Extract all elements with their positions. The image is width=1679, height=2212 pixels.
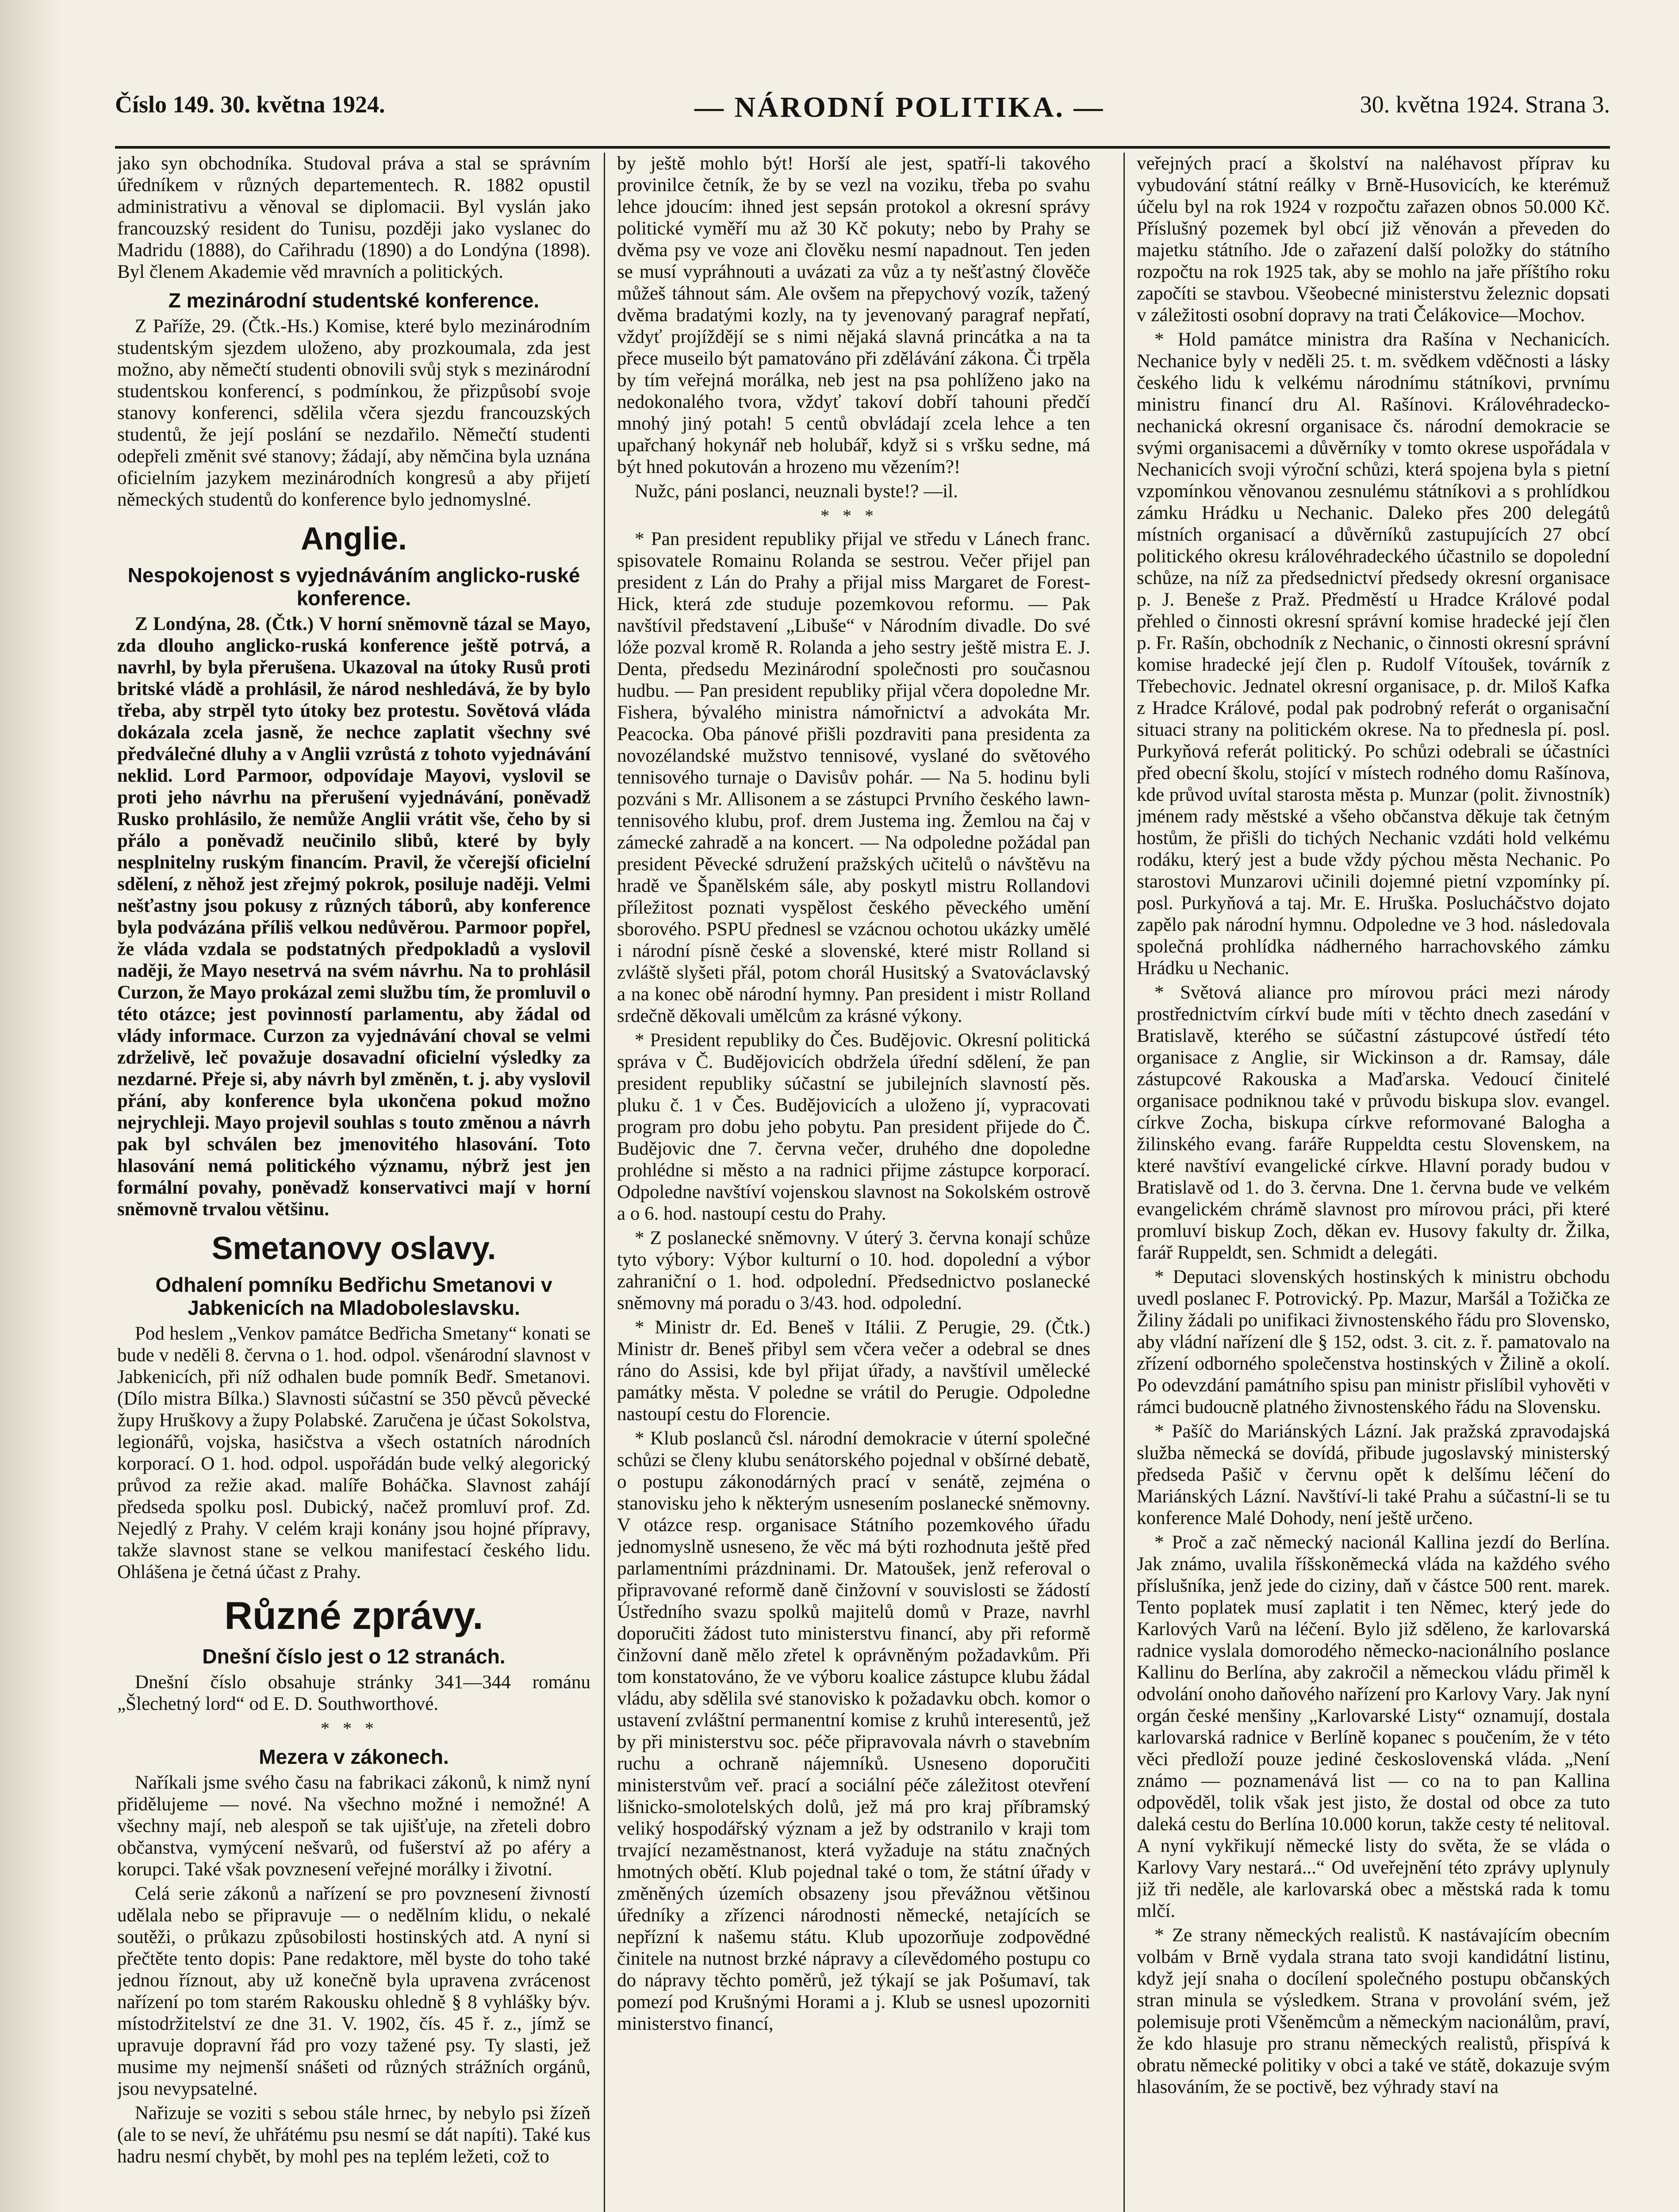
article-paragraph: Z Paříže, 29. (Čtk.-Hs.) Komise, které bylo mezinárodním studentským sjezdem uloženo, aby prozkoumala, zda jest možno, aby němečtí studenti obnovili svůj styk s mezinárodní studentskou konferencí, s podmínkou, že přizpůsobí svoje stanovy konferenci, sdělila včera sjezdu francouzských studentů, že její poslání se nezdařilo. Němečtí studenti odepřeli změnit své stanovy; žádají, aby němčina byla uznána oficielním jazykem mezinárodních kongresů a aby přijetí německých studentů do konference bylo jednomyslné.: [117, 316, 590, 510]
news-item: * Klub poslanců čsl. národní demokracie v úterní společné schůzi se členy klubu senátorského pojednal v obšírné debatě, o postupu zákonodárných prací v senátě, zejména o stanovisku jeho k některým usnesením poslanecké sněmovny. V otázce resp. organisace Státního pozemkového úřadu jednomyslně usneseno, že věc má býti rozhodnuta ještě před parlamentními prázdninami. Dr. Matoušek, jenž referoval o připravované reformě daně činžovní v souvislosti se žádostí Ústředního svazu spolků majitelů domů v Praze, navrhl doporučiti žádost tuto ministerstvu financí, aby při reformě činžovní daně mělo zřetel k oprávněným požadavkům. Při tom konstatováno, že ve výboru koalice zástupce klubu žádal vládu, aby sdělila své stanovisko k požadavku obch. komor o ustavení zvláštní permanentní komise z kruhů interesentů, jež by při ministerstvu soc. péče připravovala návrh o stavebním ruchu a ochraně nájemníků. Usneseno doporučiti ministerstvům veř. prací a sociální péče záležitost otevření lišnicko-smolotelských dolů, jež má pro kraj příbramský veliký hospodářský význam a jež by odstranilo v kraji tom trvající nezaměstnanost, která vyžaduje na státu značných hmotných obětí. Klub pojednal také o tom, že státní úřady v změněných územích obsazeny jsou převážnou většinou úředníky a zřízenci národnosti německé, netajících se nepřízní k našemu státu. Klub upozorňuje zodpovědné činitele na nutnost brzké nápravy a cílevědomého postupu co do nápravy těchto poměrů, jež týkají se jak Pošumaví, tak pomezí pod Krušnými Horami a j. Klub se usnesl upozorniti ministerstvo financí,: [617, 1428, 1090, 2034]
separator-stars: ***: [321, 1718, 387, 1738]
article-paragraph: jako syn obchodníka. Studoval práva a stal se správním úředníkem v různých departementech. R. 1882 opustil administrativu a věnoval se diplomacii. Byl vyslán jako francouzský resident do Tunisu, později jako vyslanec do Madridu (1888), do Cařihradu (1890) a do Londýna (1898). Byl členem Akademie věd mravních a politických.: [117, 153, 590, 282]
article-heading: Nespokojenost s vyjednáváním anglicko-ruské konference.: [127, 564, 580, 610]
masthead-title: — NÁRODNÍ POLITIKA. —: [694, 91, 1105, 123]
article-paragraph: Celá serie zákonů a nařízení se pro povznesení živností udělala nebo se připravuje — o nedělním klidu, o nekalé soutěži, o průkazu způsobilosti hostinských atd. A nyní si přečtěte tento dopis: Pane redaktore, měl byste do toho také jednou říznout, aby už konečně byla upravena zvrácenost nařízení po tom starém Rakousku ohledně § 8 vyhlášky býv. místodržitelství ze dne 31. V. 1902, čís. 45 ř. z., jímž se upravuje dopravní řád pro vozy tažené psy. Ty slasti, jež musime my nejmenší snášeti od různých strážních orgánů, jsou nevypsatelné.: [117, 1883, 590, 2099]
news-item: * President republiky do Čes. Budějovic. Okresní politická správa v Č. Budějovicích obdržela úřední sdělení, že pan president republiky súčastní se jubilejních slavností pěs. pluku č. 1 v Čes. Budějovicích a uloženo jí, vypracovati program pro dobu jeho pobytu. Pan president přijede do Č. Budějovic dne 7. června večer, druhého dne dopoledne prohlédne si město a na radnici přijme zástupce korporací. Odpoledne navštíví vojenskou slavnost na Sokolském ostrově a o 6. hod. nastoupí cestu do Prahy.: [617, 1030, 1090, 1224]
article-heading: Mezera v zákonech.: [259, 1745, 449, 1768]
news-item: veřejných prací a školství na naléhavost příprav ku vybudování státní reálky v Brně-Husovicích, ke kterémuž účelu byl na rok 1924 v rozpočtu zařazen obnos 50.000 Kč. Příslušný pozemek byl obcí již věnován a převeden do majetku státního. Jde o zařazení další položky do státního rozpočtu na rok 1925 tak, aby se mohlo na jaře příštího roku započíti se stavbou. Všeobecné ministerstvu železnic dopsati v záležitosti osobní dopravy na trati Čelákovice—Mochov.: [1137, 153, 1610, 326]
header-rule: [115, 146, 1610, 149]
section-heading: Smetanovy oslavy.: [211, 1231, 496, 1266]
news-item: * Z poslanecké sněmovny. V úterý 3. června konají schůze tyto výbory: Výbor kulturní o 10. hod. dopolední a výbor zahraniční o 1. hod. odpolední. Předsednictvo poslanecké sněmovny má poradu o 3/43. hod. odpolední.: [617, 1228, 1090, 1313]
article-paragraph: Nařizuje se voziti s sebou stále hrnec, by nebylo psi žízeň (ale to se neví, že uhřátému psu nesmí se dát napíti). Také kus hadru nesmí chybět, by mohl pes na teplém ležeti, což to: [117, 2103, 590, 2167]
column-divider: [604, 153, 605, 2212]
page-header: [115, 91, 1610, 139]
news-item: * Ze strany německých realistů. K nastávajícím obecním volbám v Brně vydala strana tato svoji kandidátní listinu, když její snaha o docílení společného postupu občanských stran minula se výsledkem. Strana v provolání svém, jež polemisuje proti Všeněmcům a německým nacionálům, praví, že kdo hlasuje pro stranu německých realistů, přispívá k obratu německé politiky v obci a také ve státě, dokazuje svým hlasováním, že se poctivě, bez výhrady staví na: [1137, 1925, 1610, 2097]
article-paragraph: Pod heslem „Venkov památce Bedřicha Smetany“ konati se bude v neděli 8. června o 1. hod. odpol. všenárodní slavnost v Jabkenicích, při níž odhalen bude pomník Bedř. Smetanovi. (Dílo mistra Bílka.) Slavnosti súčastní se 350 pěvců pěvecké župy Hruškovy a župy Polabské. Zaručena je účast Sokolstva, legionářů, vojska, hasičstva a všech ostatních národních korporací. O 1. hod. odpol. uspořádán bude velký alegorický průvod za režie akad. malíře Boháčka. Slavnost zahájí předseda spolku posl. Dubický, načež promluví prof. Zd. Nejedlý z Prahy. V celém kraji konány jsou hojné přípravy, takže slavnost stane se velkou manifestací českého lidu. Ohlášena je četná účast z Prahy.: [117, 1323, 590, 1582]
column-3: [1137, 153, 1610, 2212]
article-paragraph: Naříkali jsme svého času na fabrikaci zákonů, k nimž nyní přidělujeme — nové. Na všechno možné i nemožné! A všechny mají, neb alespoň se tak ujišťuje, na zřeteli dobro občanstva, vymýcení nešvarů, od fušerství až po aféry a korupci. Také však povznesení veřejné morálky i životní.: [117, 1772, 590, 1880]
article-paragraph: by ještě mohlo být! Horší ale jest, spatří-li takového provinilce četník, že by se vezl na voziku, třeba po svahu lehce jdoucím: ihned jest sepsán protokol a okresní správy politické vyměří mu až 30 Kč pokuty; nebo by Prahy se dvěma psy ve voze ani člověku nesmí napadnout. Ten jeden se musí vypráhnouti a uvázati za vůz a ty nešťastný člověče můžeš táhnout sám. Ale ovšem na přepychový vozík, tažený dvěma bradatými kozly, na ty jevenovaný paragraf nepřatí, vždyť projíždějí se s nimi nějaká slavná princátka a na ta přece museilo být pamatováno při zdělávání zákona. Či trpěla by tím veřejná morálka, neb jest na psa pohlíženo jako na nedokonalého tvora, vždyť takoví dobří tahouni předčí mnohý jiný potah! 5 centů obvládají zcela lehce a ten upařchaný hokynář neb holubář, když si s vršku sedne, má být hned pokutován a hrozeno mu vězením?!: [617, 153, 1090, 477]
article-heading: Dnešní číslo jest o 12 stranách.: [202, 1645, 506, 1668]
scan-edge: [0, 0, 62, 2212]
article-paragraph: Z Londýna, 28. (Čtk.) V horní sněmovně tázal se Mayo, zda dlouho anglicko-ruská konference ještě potrvá, a navrhl, by byla přerušena. Ukazoval na útoky Rusů proti britské vládě a prohlásil, že národ neshledává, že by bylo třeba, aby strpěl tyto útoky bez protestu. Sovětová vláda dokázala zcela jasně, že nechce zaplatit všechny své předválečné dluhy a v Anglii vzrůstá z tohoto vyjednávání neklid. Lord Parmoor, odpovídaje Mayovi, vyslovil se proti jeho návrhu na přerušení vyjednávání, poněvadž Rusko prohlásilo, že nemůže Anglii vrátit vše, čeho by si přálo a poněvadž neučinilo slibů, které by byly nesplnitelny ruským financím. Pravil, že včerejší oficielní sdělení, z něhož jest zřejmý pokrok, posiluje naději. Velmi nešťastny jsou pokusy z různých táborů, aby konference byla podvázána příliš velkou nedůvěrou. Parmoor popřel, že vláda vzdala se podstatných předpokladů a vyslovil naději, že Mayo nesetrvá na svém návrhu. Na to prohlásil Curzon, že Mayo prokázal zemi službu tím, že promluvil o této otázce; jest povinností parlamentu, aby žádal od vlády informace. Curzon za vyjednávání choval se velmi zdrželivě, leč považuje dosavadní oficielní výsledky za nezdarné. Přeje si, aby návrh byl změněn, t. j. aby vyslovil přání, aby konference byla ukončena pokud možno nejrychleji. Mayo projevil souhlas s touto změnou a návrh pak byl schválen bez jmenovitého hlasování. Toto hlasování nemá politického významu, nýbrž jest jen formální povahy, poněvadž konservativci mají v horní sněmovně trvalou většinu.: [117, 614, 590, 1220]
column-2: [617, 153, 1090, 2212]
article-heading: Z mezinárodní studentské konference.: [168, 289, 540, 312]
news-item: * Pan president republiky přijal ve středu v Lánech franc. spisovatele Romainu Rolanda se sestrou. Večer přijel pan president z Lán do Prahy a přijal miss Margaret de Forest-Hick, která zde studuje pozemkovou reformu. — Pak navštívil představení „Libuše“ v Národním divadle. Do své lóže pozval kromě R. Rolanda a jeho sestry ještě mistra E. J. Denta, předsedu Mezinárodní společnosti pro současnou hudbu. — Pan president republiky přijal včera dopoledne Mr. Fishera, bývalého ministra námořnictví a advokáta Mr. Peacocka. Oba pánové přišli pozdraviti pana presidenta za novozélandské mužstvo tennisové, vyslané do světového tennisového turnaje o Davisův pohár. — Na 5. hodinu byli pozváni s Mr. Allisonem a se zástupci Prvního českého lawn-tennisového klubu, prof. drem Justema ing. Žemlou na čaj v zámecké zahradě a na koncert. — Na odpoledne požádal pan president Pěvecké sdružení pražských učitelů o návštěvu na hradě ve Španělském sále, aby poskytl mistru Rollandovi příležitost poznati vyspělost českého pěveckého umění sborového. PSPU přednesl se vzácnou ochotou ukázky umělé i národní písně české a slovenské, které mistr Rolland si zvláště slyšeti přál, potom chorál Husitský a Svatováclavský a na konec obě národní hymny. Pan president i mistr Rolland srdečně děkovali umělcům za krásné výkony.: [617, 529, 1090, 1026]
news-item: * Světová aliance pro mírovou práci mezi národy prostřednictvím církví bude míti v těchto dnech zasedání v Bratislavě, kterého se súčastní zástupcové ústředí této organisace z Anglie, sir Wickinson a dr. Ramsay, dále zástupcové Rakouska a Maďarska. Vedoucí činitelé organisace podniknou také v průvodu biskupa slov. evangel. církve Zocha, biskupa církve reformované Balogha a žilinského evang. faráře Ruppeldta cestu Slovenskem, na které navštíví evangelické církve. Hlavní porady budou v Bratislavě od 1. do 3. června. Dne 1. června bude ve velkém evangelickém chrámě slavnost pro mírovou práci, při které promluví biskup Zoch, děkan ev. Husovy fakulty dr. Žilka, farář Ruppeldt, sen. Schmidt a delegáti.: [1137, 982, 1610, 1263]
article-heading: Odhalení pomníku Bedřichu Smetanovi v Jabkenicích na Mladoboleslavsku.: [155, 1273, 552, 1319]
news-item: * Hold památce ministra dra Rašína v Nechanicích. Nechanice byly v neděli 25. t. m. svědkem vděčnosti a lásky českého lidu k velkému národnímu státníkovi, prvnímu ministru financí dru Al. Rašínovi. Královéhradecko-nechanická okresní organisace čs. národní demokracie se svými organisacemi a důvěrníky v tomto okrese uspořádala v Nechanicích svoji výroční schůzi, která spojena byla s pietní vzpomínkou věnovanou zesnulému státníkovi a s prohlídkou zámku Hrádku u Nechanic. Daleko přes 200 delegátů místních organisací a důvěrníků zastupujících 27 obcí politického okresu královéhradeckého účastnilo se dopolední schůze, na níž za předsednictví předsedy okresní organisace p. J. Beneše z Praž. Předměstí u Hradce Králové podal přehled o činnosti okresní správní komise hradecké její člen p. Fr. Rašín, obchodník z Nechanic, o činnosti okresní správní komise hradecké její člen p. Rudolf Vítoušek, továrník z Třebechovic. Jednatel okresní organisace, p. dr. Miloš Kafka z Hradce Králové, podal pak podrobný referát o organisační situaci strany na politickém okrese. Na to přednesla pí. posl. Purkyňová referát politický. Po schůzi odebrali se účastníci před obecní školu, stojící v místech rodného domu Rašínova, kde průvod uvítal starosta města p. Munzar (polit. živnostník) jménem rady městské a všeho občanstva děkuje tak četným hostům, že přišli do tichých Nechanic vzdáti hold velkému rodáku, který jest a bude vždy pýchou města Nechanic. Po starostovi Munzarovi učinili dojemné pietní vzpomínky pí. posl. Purkyňová a taj. Mr. E. Hruška. Poslucháčstvo dojato zapělo pak národní hymnu. Odpoledne ve 3 hod. následovala společná prohlídka nádherného harrachovského zámku Hrádku u Nechanic.: [1137, 329, 1610, 979]
column-1: [117, 153, 590, 2212]
section-heading: Anglie.: [300, 521, 407, 557]
news-item: * Proč a zač německý nacionál Kallina jezdí do Berlína. Jak známo, uvalila říšskoněmecká vláda na každého svého příslušníka, jenž jede do ciziny, daň v částce 500 rent. marek. Tento poplatek musí zaplatit i ten Němec, který jede do Karlových Varů na léčení. Bylo již sděleno, že karlovarská radnice vyslala domorodého německo-nacionálního poslance Kallinu do Berlína, aby zakročil a německou vládu přiměl k odvolání onoho daňového nařízení pro Karlovy Vary. Jak nyní orgán české menšiny „Karlovarské Listy“ oznamují, dostala karlovarská radnice v Berlíně kopanec s poučením, že v této věci předloží pouze jediné československá vláda. „Není známo — poznamenává list — co na to pan Kallina odpověděl, tolik však jest jisto, že dostal od obce za tuto daleká cestu do Berlína 10.000 korun, takže cesty té nelitoval. A nyní vykřikují německé listy do světa, že se vláda o Karlovy Vary nestará...“ Od uveřejnění této zprávy uplynuly již tři neděle, ale karlovarská obec a městská rada k tomu mlčí.: [1137, 1532, 1610, 1921]
news-item: * Deputaci slovenských hostinských k ministru obchodu uvedl poslanec F. Potrovický. Pp. Mazur, Maršál a Tožička ze Žiliny žádali po unifikaci živnostenského řádu pro Slovensko, aby vládní nařízení dle § 152, odst. 3. cit. z. ř. pamatovalo na zřízení odborného společenstva hostinských v Žilině a okolí. Po odevzdání památního spisu pan ministr přislíbil vyhověti v rámci budoucně platného živnostenského řádu na Slovensku.: [1137, 1267, 1610, 1417]
article-paragraph: Dnešní číslo obsahuje stránky 341—344 románu „Šlechetný lord“ od E. D. Southworthové.: [117, 1672, 590, 1714]
column-divider: [1123, 153, 1125, 2212]
date-and-page: 30. května 1924. Strana 3.: [1360, 91, 1610, 118]
section-heading: Různé zprávy.: [224, 1594, 483, 1637]
news-item: * Pašíč do Mariánských Lázní. Jak pražská zpravodajská služba německá se dovídá, přibude jugoslavský ministerský předseda Pašič v červnu opět k delšímu léčení do Mariánských Lázní. Navštíví-li také Prahu a súčastní-li se tu konference Malé Dohody, není ještě určeno.: [1137, 1421, 1610, 1528]
article-paragraph: Nužc, páni poslanci, neuznali byste!? —il.: [635, 481, 958, 502]
news-item: * Ministr dr. Ed. Beneš v Itálii. Z Perugie, 29. (Čtk.) Ministr dr. Beneš přibyl sem včera večer a odebral se dnes ráno do Assisi, kde byl přijat úřady, a navštívil umělecké památky města. V poledne se vrátil do Perugie. Odpoledne nastoupí cestu do Florencie.: [617, 1317, 1090, 1425]
issue-number: Číslo 149. 30. května 1924.: [115, 91, 385, 118]
separator-stars: ***: [820, 506, 887, 526]
